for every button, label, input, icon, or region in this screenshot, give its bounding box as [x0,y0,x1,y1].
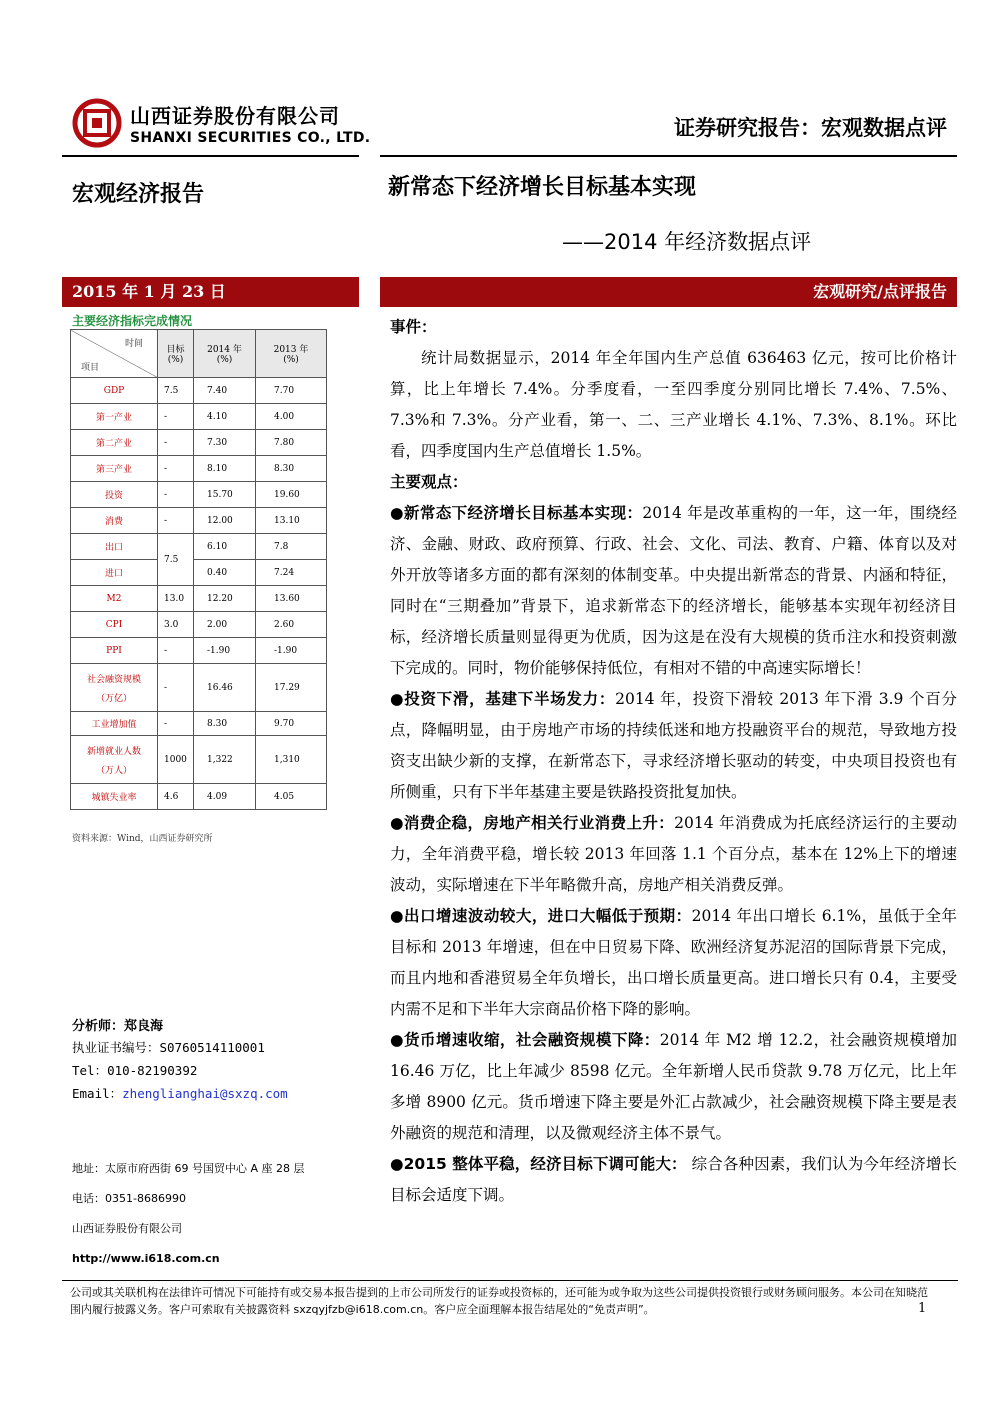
key-points [390,498,957,1211]
views-heading: 主要观点： [390,473,468,491]
cell-y2013: 4.05 [256,784,327,810]
cell-target: - [158,664,194,712]
cell-target: - [158,430,194,456]
row-label-text: GDP [103,385,125,396]
key-point-text: 综合各种因素，我们认为今年经济增长目标会适度下调。 [390,1155,957,1204]
key-point [390,1149,957,1211]
row-label [71,712,158,736]
row-label [71,586,158,612]
cell-y2014: 8.10 [194,456,256,482]
cell-y2014: 16.46 [194,664,256,712]
table-row [71,430,327,456]
indicator-table [70,329,327,810]
company-address: 地址：太原市府西街 69 号国贸中心 A 座 28 层 [72,1162,305,1175]
report-body [390,312,957,1211]
cell-y2013: 13.10 [256,508,327,534]
row-label-text: 新增就业人数 [86,746,141,757]
cell-target: 4.6 [158,784,194,810]
row-label-text: 消费 [104,517,123,527]
report-category: 宏观研究/点评报告 [813,282,947,301]
key-point-text: 2014 年 M2 增 12.2，社会融资规模增加 16.46 万亿，比上年减少 8598 亿元。全年新增人民币贷款 9.78 万亿元，比上年多增 8900 亿元。货币增速下降主要是外汇占款减少，社会融资规模下降主要是表外融资的规范和清理，以及微观经济主体不景气。 [390,1031,957,1142]
cell-y2013: 17.29 [256,664,327,712]
cell-y2013: -1.90 [256,638,327,664]
analyst-email-row [72,1084,288,1102]
company-name-cn: 山西证券股份有限公司 [130,104,340,128]
cell-y2014: 15.70 [194,482,256,508]
header-unit: (%) [216,355,233,365]
row-label [71,736,158,784]
table-row [71,508,327,534]
header-2014 [194,330,256,378]
report-type-label: 证券研究报告：宏观数据点评 [674,116,947,140]
cell-y2013: 7.24 [256,560,327,586]
company-name-en: SHANXI SECURITIES CO., LTD. [130,130,371,146]
cell-y2014: 6.10 [194,534,256,560]
company-name-footer: 山西证券股份有限公司 [72,1222,182,1235]
cell-y2014: 7.40 [194,378,256,404]
cell-y2013: 7.80 [256,430,327,456]
row-label [71,456,158,482]
row-label-text: CPI [105,619,123,630]
analyst-cert: 执业证书编号：S0760514110001 [72,1040,265,1055]
row-label [71,638,158,664]
table-row [71,612,327,638]
row-label-text: 第二产业 [95,439,132,449]
table-row [71,664,327,712]
company-phone: 电话：0351-8686990 [72,1192,186,1205]
header-corner-cell [71,330,158,378]
table-row [71,534,327,560]
row-label-text: 投资 [104,491,123,501]
email-link[interactable]: zhenglianghai@sxzq.com [122,1086,288,1101]
header-target [158,330,194,378]
cell-y2014: 12.00 [194,508,256,534]
key-point-heading: ●投资下滑，基建下半场发力： [390,690,616,708]
row-label-text: 第三产业 [95,465,132,475]
header-2013 [256,330,327,378]
header-time-label: 时间 [124,339,143,349]
cell-y2014: 8.30 [194,712,256,736]
footer-divider [62,1280,958,1281]
row-label [71,612,158,638]
cell-y2014: 1,322 [194,736,256,784]
cell-target: - [158,638,194,664]
page-number: 1 [918,1301,927,1316]
row-label-text: M2 [106,593,122,604]
header-2013-label: 2013 年 [273,345,309,355]
cell-y2013: 7.8 [256,534,327,560]
cell-y2014: 7.30 [194,430,256,456]
cell-y2013: 13.60 [256,586,327,612]
header-target-label: 目标 [166,345,185,355]
table-row [71,784,327,810]
table-row [71,456,327,482]
key-point-text: 2014 年是改革重构的一年，这一年，围绕经济、金融、财政、政府预算、行政、社会、文化、司法、教育、户籍、体育以及对外开放等诸多方面的都有深刻的体制变革。中央提出新常态的背景、内涵和特征，同时在“三期叠加”背景下，追求新常态下的经济增长，能够基本实现年初经济目标，经济增长质量则显得更为优质，因为这是在没有大规模的货币注水和投资刺激下完成的。同时，物价能够保持低位，有相对不错的中高速实际增长！ [390,504,957,677]
row-label [71,508,158,534]
key-point [390,808,957,901]
row-label-unit: （万人） [95,765,132,776]
analyst-name: 分析师：郑良海 [72,1019,164,1034]
row-label-text: 城镇失业率 [91,793,137,803]
row-label-text: 第一产业 [95,413,132,423]
header-divider-left [62,155,359,157]
header-divider-right [380,155,957,157]
cell-y2013: 4.00 [256,404,327,430]
cell-target: 7.5 [158,534,194,586]
key-point [390,1025,957,1149]
table-row [71,638,327,664]
table-source-note: 资料来源：Wind，山西证券研究所 [72,834,213,844]
cell-target: 3.0 [158,612,194,638]
table-row [71,482,327,508]
cell-y2013: 19.60 [256,482,327,508]
key-point-heading: ●新常态下经济增长目标基本实现： [390,504,643,522]
page-subtitle: ——2014 年经济数据点评 [562,230,812,254]
key-point-text: 2014 年消费成为托底经济运行的主要动力，全年消费平稳，增长较 2013 年回落 1.1 个百分点，基本在 12%上下的增速波动，实际增速在下半年略微升高，房地产相关消费反弹。 [390,814,957,894]
header-unit: (%) [283,355,299,365]
row-label-text: 社会融资规模 [86,674,141,685]
row-label [71,378,158,404]
cell-target: - [158,456,194,482]
key-point-text: 2014 年出口增长 6.1%，虽低于全年目标和 2013 年增速，但在中日贸易下降、欧洲经济复苏泥沼的国际背景下完成，而且内地和香港贸易全年负增长，出口增长质量更高。进口增长只有 0.4，主要受内需不足和下半年大宗商品价格下降的影响。 [390,907,957,1018]
row-label [71,430,158,456]
row-label [71,664,158,712]
table-row [71,378,327,404]
key-point-heading: ●消费企稳，房地产相关行业消费上升： [390,814,675,832]
table-row [71,560,327,586]
row-label [71,534,158,560]
key-point-heading: ●2015 整体平稳，经济目标下调可能大： [390,1155,687,1173]
header-item-label: 项目 [81,363,100,373]
row-label [71,404,158,430]
disclaimer-text: 公司或其关联机构在法律许可情况下可能持有或交易本报告提到的上市公司所发行的证券或投资标的，还可能为或争取为这些公司提供投资银行或财务顾问服务。本公司在知晓范围内履行披露义务。客户可索取有关披露资料 sxzqyjfzb@i618.com.cn。客户应全面理解本报告结尾处的“免责声明”。 [70,1286,928,1316]
table-header-row [71,330,327,378]
cell-y2013: 1,310 [256,736,327,784]
report-date: 2015 年 1 月 23 日 [72,282,226,301]
key-point [390,684,957,808]
date-bar [62,277,359,307]
cell-target: - [158,712,194,736]
cell-y2014: 0.40 [194,560,256,586]
cell-target: - [158,404,194,430]
category-bar [380,277,957,307]
cell-y2014: -1.90 [194,638,256,664]
row-label [71,784,158,810]
key-point-heading: ●出口增速波动较大，进口大幅低于预期： [390,907,692,925]
company-website-link[interactable]: http://www.i618.com.cn [72,1252,220,1265]
cell-target: 13.0 [158,586,194,612]
cell-y2013: 2.60 [256,612,327,638]
table-row [71,712,327,736]
row-label [71,560,158,586]
analyst-tel: Tel：010-82190392 [72,1063,198,1078]
cell-y2013: 9.70 [256,712,327,736]
key-point-heading: ●货币增速收缩，社会融资规模下降： [390,1031,660,1049]
key-point [390,498,957,684]
cell-target: 7.5 [158,378,194,404]
row-label [71,482,158,508]
key-point [390,901,957,1025]
table-row [71,586,327,612]
row-label-text: PPI [106,645,122,656]
row-label-unit: （万亿） [95,693,132,704]
cell-target: 1000 [158,736,194,784]
table-title: 主要经济指标完成情况 [72,314,193,328]
table-row [71,404,327,430]
cell-y2014: 4.09 [194,784,256,810]
header-unit: (%) [167,355,184,365]
event-heading: 事件： [390,318,437,336]
page-title: 新常态下经济增长目标基本实现 [388,175,697,200]
cell-y2014: 12.20 [194,586,256,612]
cell-y2013: 7.70 [256,378,327,404]
cell-y2013: 8.30 [256,456,327,482]
email-label: Email： [72,1086,123,1101]
header-2014-label: 2014 年 [207,345,242,355]
section-title: 宏观经济报告 [72,182,205,207]
cell-target: - [158,508,194,534]
table-row [71,736,327,784]
key-point-text: 2014 年，投资下滑较 2013 年下滑 3.9 个百分点，降幅明显，由于房地产市场的持续低迷和地方投融资平台的规范，导致地方投资支出缺少新的支撑，在新常态下，寻求经济增长驱动的转变，中央项目投资也有所侧重，只有下半年基建主要是铁路投资批复加快。 [390,690,957,801]
cell-y2014: 4.10 [194,404,256,430]
row-label-text: 工业增加值 [91,720,137,730]
company-logo-icon [72,98,122,148]
row-label-text: 出口 [104,543,123,553]
cell-target: - [158,482,194,508]
cell-y2014: 2.00 [194,612,256,638]
event-paragraph: 统计局数据显示，2014 年全年国内生产总值 636463 亿元，按可比价格计算，比上年增长 7.4%。分季度看，一至四季度分别同比增长 7.4%、7.5%、7.3%和 7.3%。分产业看，第一、二、三产业增长 4.1%、7.3%、8.1%。环比看，四季度国内生产总值增长 1.5%。 [390,349,957,460]
row-label-text: 进口 [104,569,123,579]
